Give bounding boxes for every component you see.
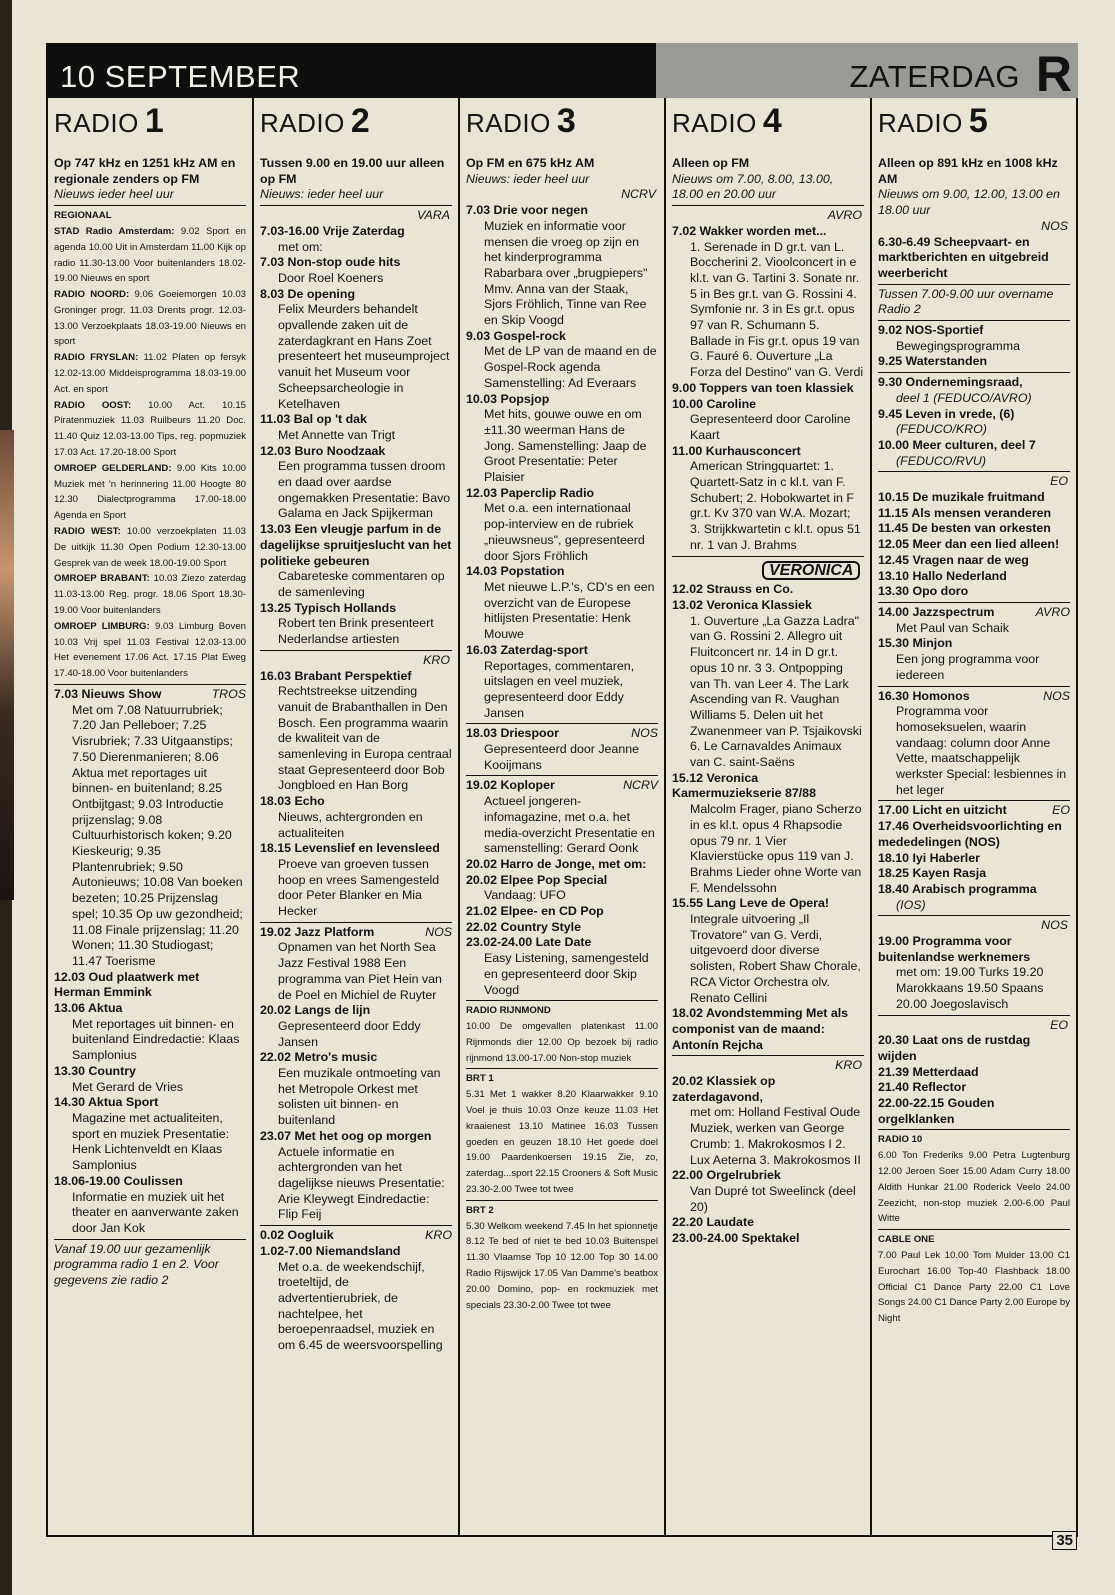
program-entry: 7.02 Wakker worden met... 1. Serenade in D gr.t. van L. Boccherini 2. Vioolconcert in e kl.t. van G. Tartini 3. Sonate nr. 5 in Bes gr.t. van G. Rossini 4. Symfonie nr. 3 in Es gr.t. opus 97 van R. Schumann 5. Ballade in Fis gr.t. opus 19 van G. Fauré 6. Ouverture „La Forza del Destino" van G. Verdi <box>672 223 864 380</box>
frequency-info: Alleen op 891 kHz en 1008 kHz AM <box>878 156 1058 186</box>
program-entry: 19.02 Jazz Platform NOS Opnamen van het North Sea Jazz Festival 1988 Een programma van Piet Hein van de Poel en Michiel de Ruyter <box>260 924 452 1002</box>
column-radio-4 <box>666 98 872 1535</box>
day-heading: ZATERDAG <box>849 59 1020 94</box>
program-entry: 9.45 Leven in vrede, (6) (FEDUCO/KRO) <box>878 406 1015 437</box>
section-letter: R <box>1035 46 1072 102</box>
news-info: Nieuws om 7.00, 8.00, 13.00, 18.00 en 20.00 uur <box>672 171 834 202</box>
program-entry: 6.30-6.49 Scheepvaart- en marktberichten en uitgebreid weerbericht <box>878 234 1049 280</box>
broadcaster-label: NOS <box>1041 918 1068 933</box>
program-entry: 7.03 Non-stop oude hits Door Roel Koeners <box>260 255 401 285</box>
program-entry: 8.03 De opening Felix Meurders behandelt opvallende zaken uit de zaterdagkrant en Hans Zoet presenteert het museumproject vanuit het Museum voor Scheepsarcheologie in Ketelhaven <box>260 286 450 411</box>
program-entry: 17.46 Overheidsvoorlichting en mededelingen (NOS) <box>878 819 1062 849</box>
program-entry: 12.03 Oud plaatwerk met Herman Emmink <box>54 969 200 1000</box>
program-entry: 9.02 NOS-Sportief Bewegingsprogramma <box>878 323 1020 353</box>
program-entry: 9.03 Gospel-rock Met de LP van de maand en de Gospel-Rock agenda Samenstelling: Ad Everaars <box>466 328 657 390</box>
broadcaster-label: NOS <box>1041 218 1068 233</box>
frequency-info: Alleen op FM <box>672 156 750 170</box>
regional-item: RADIO NOORD: 9.06 Goeiemorgen 10.03 Groninger progr. 11.03 Drents progr. 12.03-13.00 Verzoekplaats 18.03-19.00 Nieuws en sport <box>54 289 247 348</box>
program-entry: 13.06 Aktua Met reportages uit binnen- en buitenland Eindredactie: Klaas Samplonius <box>54 1001 240 1063</box>
program-entry: 9.30 Ondernemingsraad, deel 1 (FEDUCO/AVRO) <box>878 375 1032 405</box>
regional-item: REGIONAAL <box>54 210 112 222</box>
frequency-info: Tussen 9.00 en 19.00 uur alleen op FM <box>260 156 445 186</box>
program-entry: 20.02 Elpee Pop Special Vandaag: UFO <box>466 872 608 903</box>
program-entry: 23.02-24.00 Late Date Easy Listening, samengesteld en gepresenteerd door Skip Voogd <box>466 935 649 997</box>
frequency-info: Op FM en 675 kHz AM <box>466 156 595 170</box>
program-entry: 18.25 Kayen Rasja <box>878 866 987 881</box>
regional-item: OMROEP LIMBURG: 9.03 Limburg Boven 10.03 Vrij spel 11.03 Festival 12.03-13.00 Het evenement 17.06 Act. 17.15 Plat Eweg 17.40-18.00 Voor buitenlanders <box>54 620 246 680</box>
program-entry: 16.30 Homonos NOS Programma voor homoseksuelen, waarin vandaag: column door Anne Vette, maatschappelijk werkster Special: lesbiennes in het leger <box>878 688 1070 797</box>
program-entry: 18.10 Iyi Haberler <box>878 850 980 865</box>
regional-list <box>54 208 246 682</box>
regional-item: RADIO WEST: 10.00 verzoekplaten 11.03 De uitkijk 11.30 Open Podium 12.30-13.00 Gesprek van de week 18.00-19.00 Sport <box>54 526 246 569</box>
program-entry: 20.02 Harro de Jonge, met om: <box>466 856 647 871</box>
news-info: Nieuws ieder heel uur <box>54 187 174 202</box>
program-entry: 23.00-24.00 Spektakel <box>672 1231 800 1246</box>
program-entry: 18.03 Driespoor NOS Gepresenteerd door Jeanne Kooijmans <box>466 726 658 772</box>
column-radio-2 <box>254 98 460 1535</box>
program-entry: 13.30 Country Met Gerard de Vries <box>54 1063 184 1094</box>
regional-item: RADIO OOST: 10.00 Act. 10.15 Piratenmuziek 11.03 Ruilbeurs 11.20 Doc. 11.40 Quiz 12.03-13.00 Tips, reg. popmuziek 17.03 Act. 17.20-18.00 Sport <box>54 399 246 459</box>
program-entry: 7.03-16.00 Vrije Zaterdag met om: <box>260 223 405 254</box>
program-entry: 20.02 Langs de lijn Gepresenteerd door Eddy Jansen <box>260 1003 421 1049</box>
station-title: RADIO 2 <box>260 102 371 140</box>
program-entry: 22.20 Laudate <box>672 1215 754 1230</box>
program-entry: 21.40 Reflector <box>878 1080 967 1095</box>
program-entry: 13.30 Opo doro <box>878 584 969 599</box>
program-entry: 12.03 Buro Noodzaak Een programma tussen droom en daad over aardse ongemakken Presentatie: Bavo Galama en Jack Spijkerman <box>260 443 451 521</box>
overname-note: Tussen 7.00-9.00 uur overname Radio 2 <box>878 286 1054 317</box>
program-entry: 15.30 Minjon Een jong programma voor iedereen <box>878 636 1040 682</box>
broadcaster-label: AVRO <box>827 208 862 223</box>
column-radio-5 <box>872 98 1078 1535</box>
broadcaster-label: EO <box>1050 1017 1068 1032</box>
program-entry: 13.10 Hallo Nederland <box>878 568 1007 583</box>
station-block-brt1: BRT 1 5.31 Met 1 wakker 8.20 Klaarwakker 9.10 Voel je thuis 10.03 Onze keuze 11.03 Het kraaienest 13.10 Matinee 16.03 Tussen goeden en geuzen 18.10 Het goede doel 19.00 Paardenkoersen 19.15 Zie, zo, zaterdag...sport 22.15 Crooners & Soft Music 23.30-2.00 Twee tot twee <box>466 1073 658 1196</box>
column-radio-3 <box>460 98 666 1535</box>
station-title: RADIO 1 <box>54 102 165 140</box>
program-entry: 12.45 Vragen naar de weg <box>878 552 1029 567</box>
news-info: Nieuws: ieder heel uur <box>260 187 384 202</box>
program-entry: 18.40 Arabisch programma (IOS) <box>878 881 1037 912</box>
program-guide-page <box>46 43 1078 1551</box>
program-entry: 7.03 Nieuws Show TROS Met om 7.08 Natuurrubriek; 7.20 Jan Pelleboer; 7.25 Visrubriek; 7.33 Uitgaanstips; 7.50 Dierenmanieren; 8.06 Aktua met reportages uit binnen- en buitenland; 8.25 Ontbijtgast; 9.03 Introductie prijzenslag; 9.08 Cultuurhistorisch koken; 9.20 Kieskeurig; 9.35 Plantenrubriek; 9.50 Autonieuws; 10.08 Van boeken bezeten; 10.25 Prijzenslag spel; 10.35 Op uw gezondheid; 11.08 Finale prijzenslag; 11.20 Wonen; 11.30 Studiogast; 11.47 Toerisme <box>54 687 246 968</box>
day-heading-box <box>656 43 1078 102</box>
program-entry: 18.02 Avondstemming Met als componist van de maand: Antonín Rejcha <box>672 1006 849 1052</box>
program-entry: 14.03 Popstation Met nieuwe L.P.'s, CD's en een overzicht van de Europese hitlijsten Presentatie: Henk Mouwe <box>466 564 655 642</box>
program-entry: 21.02 Elpee- en CD Pop <box>466 904 604 919</box>
veronica-logo: VERONICA <box>762 561 860 581</box>
program-entry: 12.05 Meer dan een lied alleen! <box>878 537 1060 552</box>
regional-item: RADIO FRYSLAN: 11.02 Platen op fersyk 12.02-13.00 Middeisprogramma 18.03-19.00 Act. en sport <box>54 352 246 395</box>
program-entry: 15.55 Lang Leve de Opera! Integrale uitvoering „Il Trovatore" van G. Verdi, uitgevoerd door diverse solisten, Robert Shaw Chorale, RCA Victor Orchestra olv. Renato Cellini <box>672 896 861 1005</box>
program-entry: 11.15 Als mensen veranderen <box>878 505 1052 520</box>
program-entry: 12.03 Paperclip Radio Met o.a. een internationaal pop-interview en de rubriek „nieuwsneus", gepresenteerd door Sjors Fröhlich <box>466 485 645 563</box>
broadcaster-label: VARA <box>416 208 450 223</box>
program-entry: 20.30 Laat ons de rustdag wijden <box>878 1033 1031 1063</box>
program-entry: 9.25 Waterstanden <box>878 354 988 369</box>
station-block-rijnmond: RADIO RIJNMOND 10.00 De omgevallen platenkast 11.00 Rijnmonds dier 12.00 Op bezoek bij radio rijnmond 13.00-17.00 Non-stop muziek <box>466 1005 658 1064</box>
regional-item: STAD Radio Amsterdam: 9.02 Sport en agenda 10.00 Uit in Amsterdam 11.00 Kijk op radio 11.30-13.00 Voor buitenlanders 18.02-19.00 Nieuws en sport <box>54 225 246 285</box>
program-entry: 11.00 Kurhausconcert American Stringquartet: 1. Quartett-Satz in c kl.t. van F. Schubert; 2. Hobokwartet in F gr.t. Kv 370 van W.A. Mozart; 3. Strijkkwartetin c kl.t. opus 51 nr. 1 van J. Brahms <box>672 443 861 552</box>
program-entry: 16.03 Brabant Perspektief Rechtstreekse uitzending vanuit de Brabanthallen in Den Bosch. Een programma waarin de kwaliteit van de samenleving in Europa centraal staat Gepresenteerd door Bob Jongbloed en Han Borg <box>260 668 452 793</box>
program-entry: 14.00 Jazzspectrum AVRO Met Paul van Schaik <box>878 604 1070 635</box>
station-title: RADIO 5 <box>878 102 989 140</box>
program-entry: 10.15 De muzikale fruitmand <box>878 490 1045 505</box>
regional-item: OMROEP BRABANT: 10.03 Ziezo zaterdag 11.03-13.00 Reg. progr. 18.06 Sport 18.30-19.00 Voor buitenlanders <box>54 573 247 617</box>
station-title: RADIO 4 <box>672 102 783 140</box>
program-entry: 18.03 Echo Nieuws, achtergronden en actualiteiten <box>260 794 423 840</box>
broadcaster-label: EO <box>1050 474 1068 489</box>
broadcaster-label: NCRV <box>621 187 656 202</box>
program-entry: 19.02 Koploper NCRV Actueel jongeren-infomagazine, met o.a. het media-overzicht Presentatie en samenstelling: Gerard Oonk <box>466 778 658 856</box>
program-entry: 0.02 Oogluik KRO <box>260 1228 452 1243</box>
station-block-cable-one: CABLE ONE 7.00 Paul Lek 10.00 Tom Mulder 13.00 C1 Eurochart 16.00 Top-40 Flashback 18.00 Official C1 Dance Party 22.00 C1 Love Songs 24.00 C1 Dance Party 2.00 Europe by Night <box>878 1234 1070 1325</box>
station-columns <box>46 98 1078 1537</box>
program-entry: 15.12 Veronica Kamermuziekserie 87/88 Malcolm Frager, piano Scherzo in es kl.t. opus 4 Rhapsodie opus 79 nr. 1 Vier Klavierstücke opus 119 van J. Brahms Lieder ohne Worte van F. Mendelssohn <box>672 770 862 895</box>
program-entry: 11.45 De besten van orkesten <box>878 521 1051 536</box>
program-entry: 22.00-22.15 Gouden orgelklanken <box>878 1096 995 1126</box>
program-entry: 12.02 Strauss en Co. <box>672 582 794 597</box>
program-entry: 14.30 Aktua Sport Magazine met actualiteiten, sport en muziek Presentatie: Henk Lichtenveldt en Klaas Samplonius <box>54 1095 230 1173</box>
program-entry: 16.03 Zaterdag-sport Reportages, commentaren, uitslagen en veel muziek, gepresenteerd door Eddy Jansen <box>466 642 635 720</box>
adjacent-page-photo <box>0 430 14 900</box>
program-entry: 11.03 Bal op 't dak Met Annette van Trigt <box>260 412 396 442</box>
program-entry: 22.02 Metro's music Een muzikale ontmoeting van het Metropole Orkest met solisten uit binnen- en buitenland <box>260 1050 441 1128</box>
page-number: 35 <box>1052 1531 1077 1550</box>
date-heading: 10 SEPTEMBER <box>46 43 656 98</box>
program-entry: 23.07 Met het oog op morgen Actuele informatie en achtergronden van het dagelijkse nieuws Presentatie: Arie Kleywegt Eindredactie: Flip Feij <box>260 1128 445 1222</box>
program-entry: 7.03 Drie voor negen Muziek en informatie voor mensen die vroeg op zijn en het kinderprogramma Rabarbara over „brugpiepers" Mmv. Anna van der Staak, Sjors Fröhlich, Tinne van Ree en Skip Voogd <box>466 203 648 328</box>
program-entry: 10.03 Popsjop Met hits, gouwe ouwe en om ±11.30 weerman Hans de Jong. Samenstelling: Jaap de Groot Presentatie: Peter Plaisier <box>466 391 647 485</box>
program-entry: 22.02 Country Style <box>466 919 582 934</box>
program-entry: 13.02 Veronica Klassiek 1. Ouverture „La Gazza Ladra" van G. Rossini 2. Allegro uit Fluitconcert nr. 14 in D gr.t. opus 10 nr. 3 3. Ontpopping van Th. van Leer 4. The Lark Ascending van R. Vaughan Williams 5. Delen uit het Zwanenmeer van P. Tsjaikovski 6. Le Carnavaldes Animaux van C. saint-Saëns <box>672 597 862 770</box>
program-entry: 10.00 Meer culturen, deel 7 (FEDUCO/RVU) <box>878 437 1036 468</box>
broadcaster-label: KRO <box>835 1058 862 1073</box>
program-entry: 21.39 Metterdaad <box>878 1064 979 1079</box>
program-entry: 13.25 Typisch Hollands Robert ten Brink presenteert Nederlandse artiesten <box>260 600 434 647</box>
frequency-info: Op 747 kHz en 1251 kHz AM en regionale zenders op FM <box>54 156 236 186</box>
broadcaster-label: KRO <box>423 652 450 667</box>
regional-item: OMROEP GELDERLAND: 9.00 Kits 10.00 Muziek met 'n herinnering 11.00 Hoogte 80 12.30 Dialectprogramma 17.00-18.00 Agenda en Sport <box>54 462 246 522</box>
column-radio-1 <box>48 98 254 1535</box>
program-entry: 22.00 Orgelrubriek Van Dupré tot Sweelinck (deel 20) <box>672 1168 856 1214</box>
program-entry: 18.15 Levenslief en levensleed Proeve van groeven tussen hoop en vrees Samengesteld door Peter Blanker en Mia Hecker <box>260 841 440 919</box>
column-footnote: Vanaf 19.00 uur gezamenlijk programma radio 1 en 2. Voor gegevens zie radio 2 <box>54 1241 219 1288</box>
station-title: RADIO 3 <box>466 102 577 140</box>
header-banner <box>46 43 1078 102</box>
station-block-brt2: BRT 2 5.30 Welkom weekend 7.45 In het spionnetje 8.12 Te bed of niet te bed 10.03 Buitenspel 11.30 Vlaamse Top 10 12.00 Top 30 14.00 Radio Rijswijck 17.05 Van Damme's beatbox 20.00 Domino, pop- en rockmuziek met specials 23.30-2.00 Twee tot twee <box>466 1204 658 1311</box>
program-entry: 19.00 Programma voor buitenlandse werknemers met om: 19.00 Turks 19.20 Marokkaans 19.50 Spaans 20.00 Joegoslavisch <box>878 934 1044 1011</box>
program-entry: 18.06-19.00 Coulissen Informatie en muziek uit het theater en aanverwante zaken door Jan Kok <box>54 1173 239 1235</box>
news-info: Nieuws: ieder heel uur <box>466 171 590 186</box>
news-info: Nieuws om 9.00, 12.00, 13.00 en 18.00 uur <box>878 187 1060 218</box>
program-entry: 17.00 Licht en uitzicht EO <box>878 803 1070 818</box>
program-entry: 13.03 Een vleugje parfum in de dagelijkse spruitjeslucht van het politieke gebeuren Cabareteske commentaren op de samenleving <box>260 522 452 599</box>
program-entry: 20.02 Klassiek op zaterdagavond, met om: Holland Festival Oude Muziek, werken van George Crumb: 1. Makrokosmos I 2. Lux Aeterna 3. Makrokosmos II <box>672 1074 861 1167</box>
program-entry: 1.02-7.00 Niemandsland Met o.a. de weekendschijf, troeteltijd, de advertentierubriek, de nachtelpee, het beroepenraadsel, muziek en om 6.45 de weersvoorspelling <box>260 1243 443 1353</box>
program-entry: 10.00 Caroline Gepresenteerd door Caroline Kaart <box>672 396 851 442</box>
station-block-radio10: RADIO 10 6.00 Ton Frederiks 9.00 Petra Lugtenburg 12.00 Jeroen Soer 15.00 Adam Curry 18.00 Aldith Hunkar 21.00 Roderick Veelo 24.00 Zeezicht, non-stop muziek 2.00-6.00 Paul Witte <box>878 1134 1070 1225</box>
program-entry: 9.00 Toppers van toen klassiek <box>672 380 854 395</box>
